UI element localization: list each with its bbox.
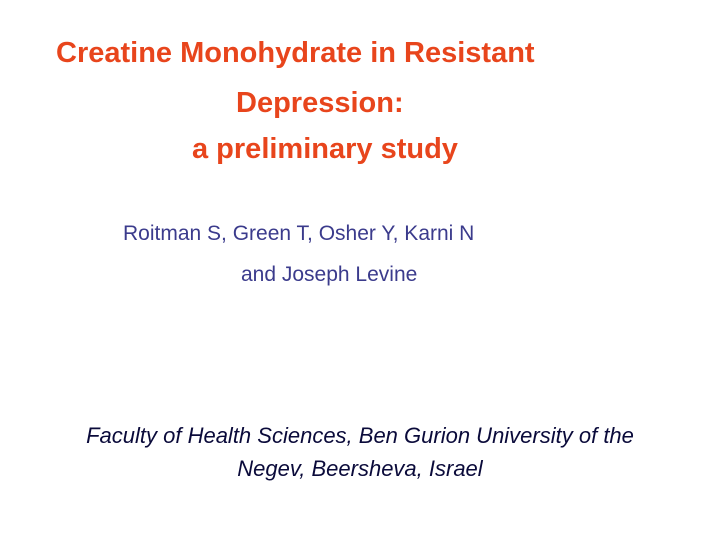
affiliation-line-2: Negev, Beersheva, Israel	[237, 456, 483, 481]
authors-line-1: Roitman S, Green T, Osher Y, Karni N	[123, 222, 475, 245]
slide-title-line-2: Depression:	[236, 87, 404, 119]
slide-title-line-1: Creatine Monohydrate in Resistant	[56, 37, 535, 69]
affiliation-line-1: Faculty of Health Sciences, Ben Gurion University of the	[86, 423, 634, 448]
authors-line-2: and Joseph Levine	[241, 263, 418, 286]
slide-title-line-3: a preliminary study	[192, 133, 458, 165]
